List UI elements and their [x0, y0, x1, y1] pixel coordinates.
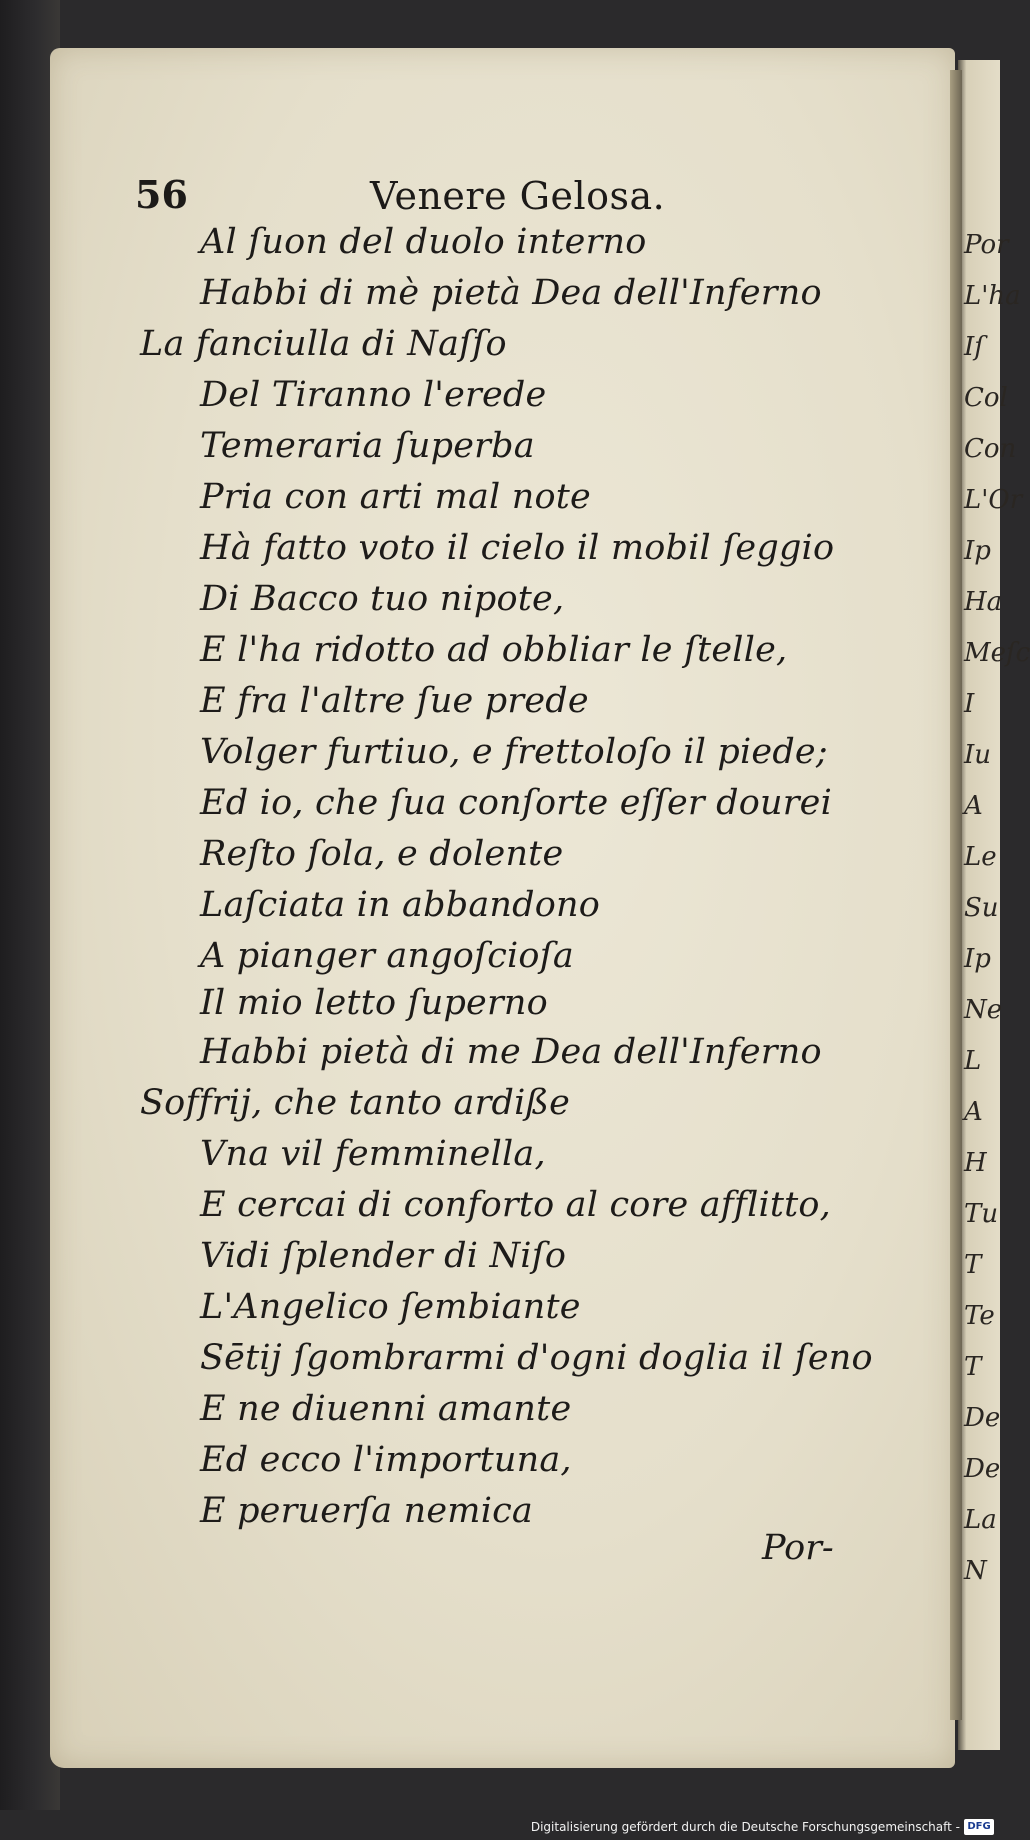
verse-line: Vidi ſplender di Niſo — [200, 1236, 567, 1276]
adjacent-page-fragment: Su — [964, 893, 999, 923]
verse-line: L'Angelico ſembiante — [200, 1287, 581, 1327]
adjacent-page-fragment: L — [964, 1046, 982, 1076]
adjacent-page-fragment: Ip — [964, 536, 991, 566]
catchword: Por- — [762, 1528, 834, 1568]
verse-line: E cercai di conforto al core afflitto, — [200, 1185, 831, 1225]
adjacent-page-fragment: Por — [964, 230, 1009, 260]
running-title: Venere Gelosa. — [370, 174, 666, 218]
verse-line: E peruerſa nemica — [200, 1491, 533, 1531]
verse-line: La fanciulla di Naſſo — [140, 324, 507, 364]
adjacent-page-fragment: Ip — [964, 944, 991, 974]
verse-line: Al ſuon del duolo interno — [200, 222, 647, 262]
verse-line: Volger furtiuo, e frettoloſo il piede; — [200, 732, 828, 772]
verse-line: E l'ha ridotto ad obbliar le ſtelle, — [200, 630, 788, 670]
adjacent-page-fragment: Iſ — [964, 332, 984, 362]
verse-line: Laſciata in abbandono — [200, 885, 601, 925]
verse-line: Hà fatto voto il cielo il mobil ſeggio — [200, 528, 835, 568]
verse-line: E ne diuenni amante — [200, 1389, 572, 1429]
verse-line: Ed io, che ſua conſorte eſſer dourei — [200, 783, 832, 823]
verse-line: Habbi pietà di me Dea dell'Inferno — [200, 1032, 822, 1072]
dfg-logo: DFG — [964, 1819, 994, 1835]
adjacent-page-fragment: L'Or — [964, 485, 1023, 515]
adjacent-page-fragment: La — [964, 1505, 997, 1535]
adjacent-page-fragment: Ne — [964, 995, 1003, 1025]
verse-line: Pria con arti mal note — [200, 477, 591, 517]
adjacent-page-fragment: I — [964, 689, 975, 719]
adjacent-page-fragment: A — [964, 1097, 983, 1127]
adjacent-page-fragment: T — [964, 1352, 982, 1382]
verse-line: Di Bacco tuo nipote, — [200, 579, 565, 619]
adjacent-page-fragment: N — [964, 1556, 987, 1586]
verse-line: E fra l'altre ſue prede — [200, 681, 589, 721]
adjacent-page-fragment: Le — [964, 842, 997, 872]
adjacent-page-fragment: Ha — [964, 587, 1003, 617]
verse-line: Reſto ſola, e dolente — [200, 834, 564, 874]
verse-line: Soffrij, che tanto ardiße — [140, 1083, 570, 1123]
verse-line: Temeraria ſuperba — [200, 426, 535, 466]
verse-line: Il mio letto ſuperno — [200, 983, 548, 1023]
verse-line: Habbi di mè pietà Dea dell'Inferno — [200, 273, 822, 313]
adjacent-page-fragment: H — [964, 1148, 987, 1178]
adjacent-page-fragment: De — [964, 1454, 1001, 1484]
digitization-credit: Digitalisierung gefördert durch die Deutsche Forschungsgemeinschaft - — [530, 1820, 960, 1834]
verse-line: A pianger angoſcioſa — [200, 936, 574, 976]
page-number: 56 — [135, 172, 188, 217]
verse-line: Ed ecco l'importuna, — [200, 1440, 572, 1480]
adjacent-page-fragment: De — [964, 1403, 1001, 1433]
adjacent-page-fragment: Meſc — [964, 638, 1030, 668]
adjacent-page-fragment: Iu — [964, 740, 992, 770]
adjacent-page-fragment: Te — [964, 1301, 995, 1331]
verse-line: Vna vil femminella, — [200, 1134, 546, 1174]
adjacent-page-fragment: L'ha — [964, 281, 1021, 311]
verse-line: Del Tiranno l'erede — [200, 375, 547, 415]
adjacent-page-fragment: T — [964, 1250, 982, 1280]
verse-line: Sētij ſgombrarmi d'ogni doglia il ſeno — [200, 1338, 873, 1378]
adjacent-page-fragment: A — [964, 791, 983, 821]
adjacent-page-fragment: Tu — [964, 1199, 999, 1229]
adjacent-page-fragment: Col — [964, 383, 1008, 413]
adjacent-page-fragment: Con — [964, 434, 1017, 464]
